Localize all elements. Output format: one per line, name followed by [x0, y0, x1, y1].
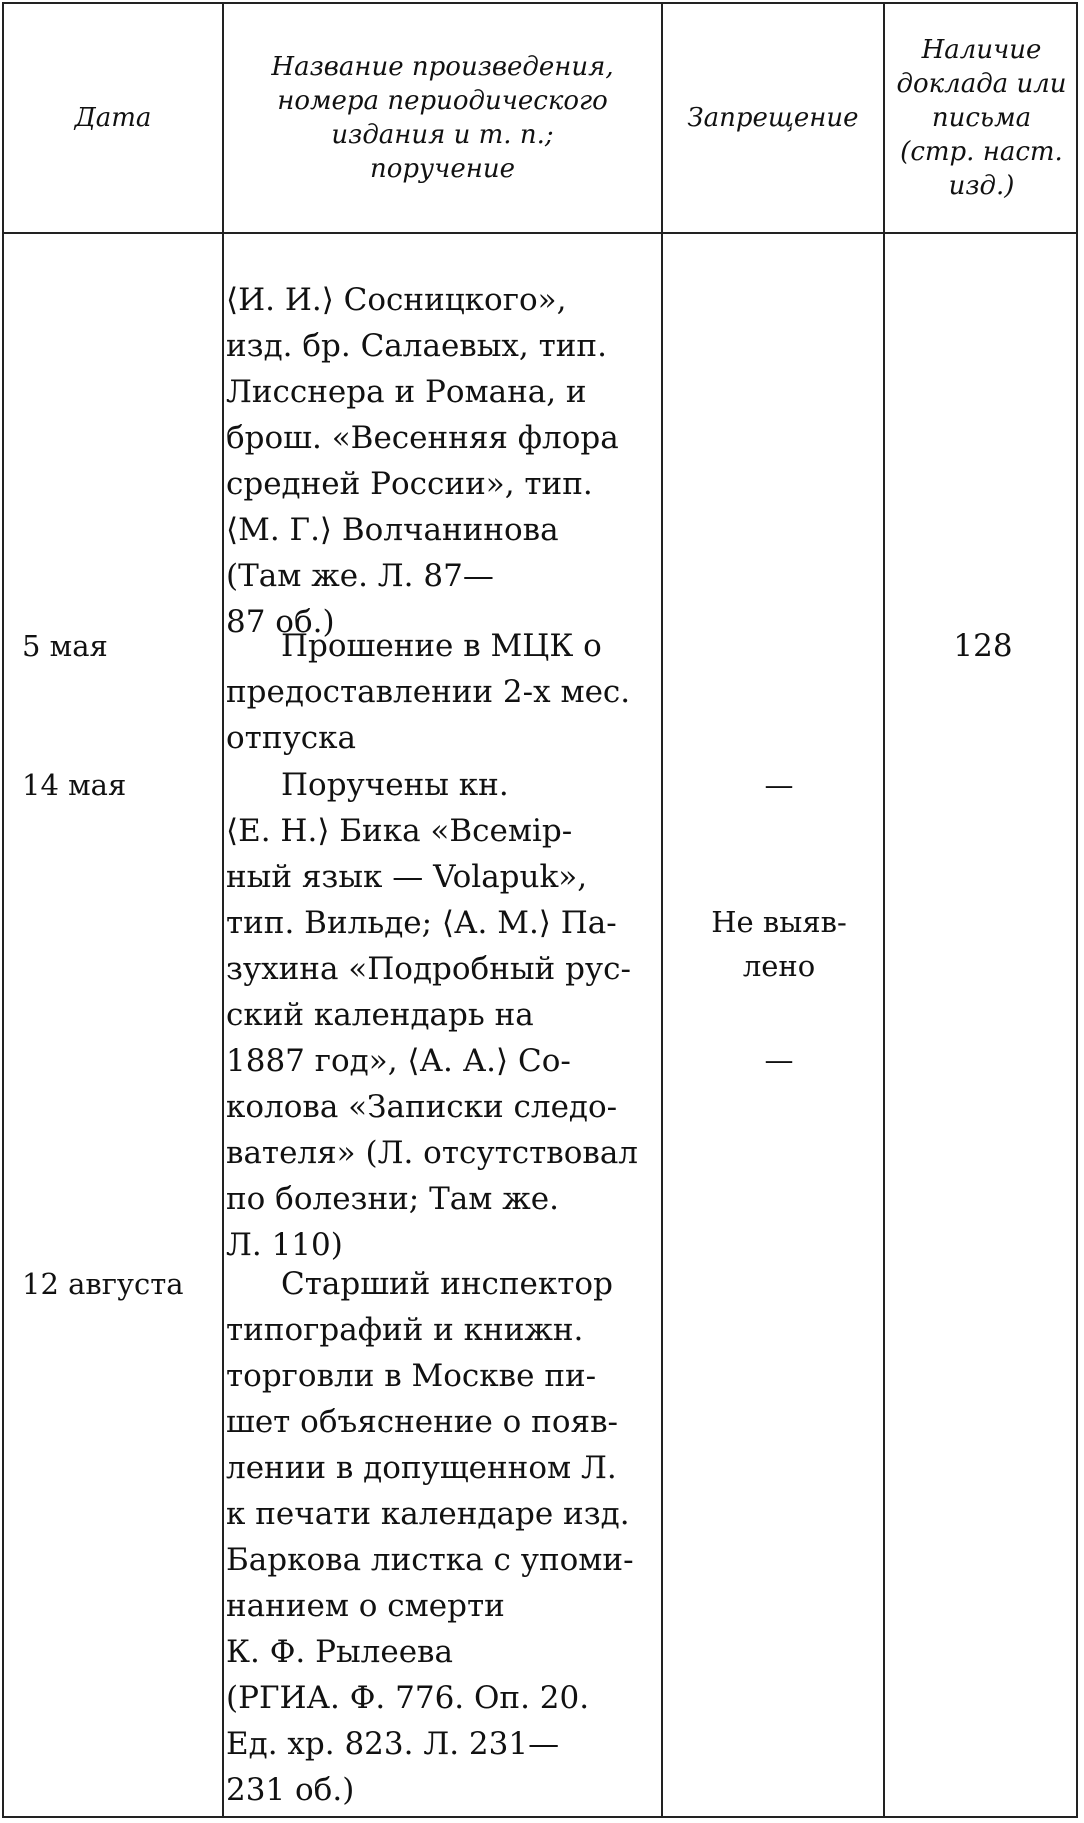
text-line: (РГИА. Ф. 776. Оп. 20.	[226, 1680, 590, 1716]
entry-title	[226, 623, 646, 761]
text-line: ⟨И. И.⟩ Сосницкого»,	[226, 282, 567, 318]
text-line: к печати календаре изд.	[226, 1496, 630, 1532]
entry-ban-status: Не выяв-	[711, 905, 847, 939]
text-line: Баркова листка с упоми-	[226, 1542, 634, 1578]
column-divider	[222, 2, 224, 1818]
text-line: торговли в Москве пи-	[226, 1358, 597, 1394]
entry-date: 14 мая	[22, 768, 127, 802]
entry-title	[226, 1261, 646, 1813]
text-line: предоставлении 2-х мес.	[226, 674, 631, 710]
column-divider	[661, 2, 663, 1818]
text-line: тип. Вильде; ⟨А. М.⟩ Па-	[226, 905, 617, 941]
entry-title-continued	[226, 277, 646, 645]
text-line: изд. бр. Салаевых, тип.	[226, 328, 607, 364]
text-line: нанием о смерти	[226, 1588, 505, 1624]
text-line: отпуска	[226, 720, 356, 756]
text-line: колова «Записки следо-	[226, 1089, 618, 1125]
text-line: Прошение в МЦК о	[281, 628, 602, 664]
entry-date: 12 августа	[22, 1267, 184, 1301]
text-line: ⟨Е. Н.⟩ Бика «Всемiр-	[226, 813, 573, 849]
entry-report-page: 128	[953, 628, 1013, 664]
header-ban	[663, 4, 883, 232]
text-line: ⟨М. Г.⟩ Волчанинова	[226, 512, 559, 548]
text-line: вателя» (Л. отсутствовал	[226, 1135, 638, 1171]
header-title	[224, 4, 661, 232]
text-line: брош. «Весенняя флора	[226, 420, 619, 456]
text-line: Л. 110)	[226, 1227, 343, 1263]
header-report-label: Наличие доклада или письма (стр. наст. изд.)	[896, 35, 1067, 201]
text-line: ский календарь на	[226, 997, 534, 1033]
header-date-label: Дата	[74, 103, 152, 133]
entry-ban-status: лено	[742, 949, 816, 983]
header-date	[4, 4, 222, 232]
entry-title	[226, 762, 646, 1268]
text-line: Поручены кн.	[281, 767, 509, 803]
entry-ban-dash: —	[764, 768, 794, 802]
text-line: 231 об.)	[226, 1772, 355, 1808]
header-divider	[2, 232, 1078, 234]
text-line: 1887 год», ⟨А. А.⟩ Со-	[226, 1043, 571, 1079]
text-line: 87 об.)	[226, 604, 335, 640]
text-line: типографий и книжн.	[226, 1312, 584, 1348]
text-line: ный язык — Volapuk»,	[226, 859, 588, 895]
header-title-label: Название произведения, номера периодического издания и т. п.; поручение	[271, 52, 614, 184]
text-line: (Там же. Л. 87—	[226, 558, 494, 594]
text-line: К. Ф. Рылеева	[226, 1634, 453, 1670]
header-report	[885, 4, 1078, 232]
entry-ban-dash: —	[764, 1043, 794, 1077]
text-line: лении в допущенном Л.	[226, 1450, 617, 1486]
text-line: Ед. хр. 823. Л. 231—	[226, 1726, 560, 1762]
text-line: Старший инспектор	[281, 1266, 613, 1302]
entry-date: 5 мая	[22, 629, 108, 663]
text-line: шет объяснение о появ-	[226, 1404, 618, 1440]
header-ban-label: Запрещение	[687, 103, 859, 133]
text-line: Лисснера и Романа, и	[226, 374, 587, 410]
text-line: по болезни; Там же.	[226, 1181, 559, 1217]
text-line: средней России», тип.	[226, 466, 593, 502]
text-line: зухина «Подробный рус-	[226, 951, 631, 987]
